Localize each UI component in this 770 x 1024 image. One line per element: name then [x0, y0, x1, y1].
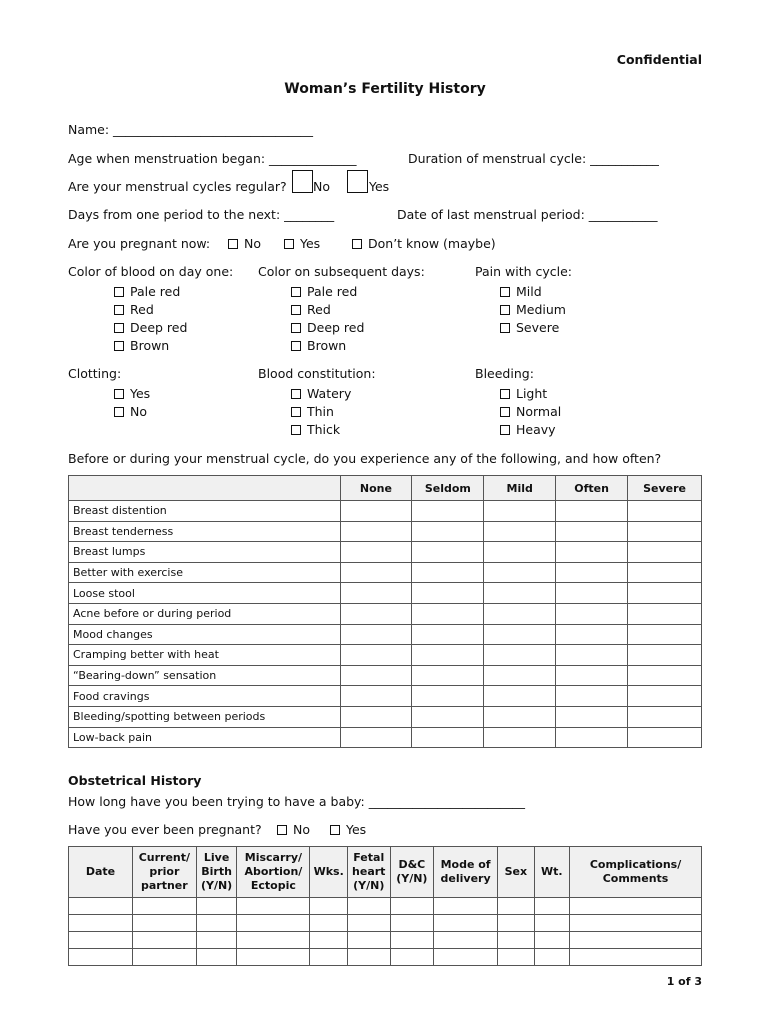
entry-cell[interactable]	[434, 915, 498, 932]
frequency-cell[interactable]	[556, 603, 628, 624]
ever-pregnant-yes-option[interactable]	[330, 822, 366, 837]
table-row	[69, 501, 702, 522]
symptom-label: Mood changes	[69, 624, 341, 645]
frequency-cell[interactable]	[412, 624, 484, 645]
frequency-cell[interactable]	[340, 521, 412, 542]
entry-cell[interactable]	[534, 898, 570, 915]
checkbox[interactable]	[291, 305, 301, 315]
regular-no-label: No	[313, 179, 330, 194]
option-label: Brown	[130, 338, 170, 353]
checkbox[interactable]	[330, 825, 340, 835]
checkbox[interactable]	[114, 389, 124, 399]
option-label: Red	[307, 302, 331, 317]
entry-cell[interactable]	[498, 932, 535, 949]
column-header: Miscarry/ Abortion/ Ectopic	[237, 847, 310, 898]
regular-yes-label: Yes	[369, 179, 390, 194]
table-row	[69, 583, 702, 604]
frequency-cell[interactable]	[556, 706, 628, 727]
frequency-cell[interactable]	[484, 686, 556, 707]
option-label: Don’t know (maybe)	[368, 236, 496, 251]
entry-cell[interactable]	[196, 949, 237, 966]
entry-cell[interactable]	[434, 932, 498, 949]
pregnant-yes-option[interactable]	[284, 236, 320, 251]
table-header-row	[69, 847, 702, 898]
frequency-cell[interactable]	[484, 727, 556, 748]
frequency-cell[interactable]	[412, 583, 484, 604]
frequency-cell[interactable]	[628, 603, 702, 624]
frequency-cell[interactable]	[556, 583, 628, 604]
frequency-cell[interactable]	[628, 706, 702, 727]
entry-cell[interactable]	[390, 932, 434, 949]
symptoms-question: Before or during your menstrual cycle, do you experience any of the following, and how often?	[68, 451, 662, 466]
frequency-cell[interactable]	[340, 686, 412, 707]
entry-cell[interactable]	[310, 932, 348, 949]
frequency-cell[interactable]	[628, 501, 702, 522]
pain-option[interactable]	[500, 320, 559, 335]
frequency-cell[interactable]	[484, 521, 556, 542]
frequency-cell[interactable]	[340, 542, 412, 563]
option-label: Heavy	[516, 422, 556, 437]
entry-cell[interactable]	[347, 949, 390, 966]
frequency-cell[interactable]	[484, 562, 556, 583]
checkbox[interactable]	[291, 287, 301, 297]
frequency-cell[interactable]	[412, 645, 484, 666]
frequency-cell[interactable]	[484, 665, 556, 686]
option-label: No	[244, 236, 261, 251]
duration-field[interactable]: Duration of menstrual cycle: ___________	[408, 151, 659, 166]
option-label: Brown	[307, 338, 347, 353]
entry-cell[interactable]	[390, 915, 434, 932]
clotting-label: Clotting:	[68, 366, 122, 381]
frequency-cell[interactable]	[340, 706, 412, 727]
option-label: Pale red	[130, 284, 181, 299]
frequency-cell[interactable]	[412, 727, 484, 748]
frequency-cell[interactable]	[340, 727, 412, 748]
page-title: Woman’s Fertility History	[284, 81, 486, 97]
symptom-label: Breast lumps	[69, 542, 341, 563]
column-header: D&C (Y/N)	[390, 847, 434, 898]
age-menstruation-field[interactable]: Age when menstruation began: ______________	[68, 151, 357, 166]
option-label: Thick	[307, 422, 341, 437]
frequency-cell[interactable]	[484, 706, 556, 727]
entry-cell[interactable]	[498, 898, 535, 915]
checkbox[interactable]	[500, 287, 510, 297]
entry-cell[interactable]	[570, 915, 702, 932]
checkbox[interactable]	[500, 389, 510, 399]
column-header: Date	[69, 847, 133, 898]
entry-cell[interactable]	[570, 932, 702, 949]
table-row	[69, 932, 702, 949]
frequency-cell[interactable]	[628, 665, 702, 686]
frequency-cell[interactable]	[628, 727, 702, 748]
entry-cell[interactable]	[237, 932, 310, 949]
regular-yes-checkbox[interactable]	[347, 170, 368, 193]
bleeding-option[interactable]	[500, 422, 556, 437]
frequency-cell[interactable]	[628, 686, 702, 707]
checkbox[interactable]	[291, 425, 301, 435]
pregnant-dontknow-option[interactable]	[352, 236, 496, 251]
column-header	[69, 476, 341, 501]
bleeding-option[interactable]	[500, 386, 547, 401]
table-row	[69, 542, 702, 563]
checkbox[interactable]	[114, 341, 124, 351]
entry-cell[interactable]	[498, 915, 535, 932]
frequency-cell[interactable]	[340, 583, 412, 604]
clotting-option[interactable]	[114, 404, 147, 419]
constitution-option[interactable]	[291, 386, 351, 401]
color-day-one-option[interactable]	[114, 284, 180, 299]
frequency-cell[interactable]	[556, 624, 628, 645]
column-header: Fetal heart (Y/N)	[347, 847, 390, 898]
entry-cell[interactable]	[534, 949, 570, 966]
frequency-cell[interactable]	[556, 501, 628, 522]
entry-cell[interactable]	[237, 949, 310, 966]
table-row	[69, 915, 702, 932]
frequency-cell[interactable]	[412, 542, 484, 563]
column-header: Complications/ Comments	[570, 847, 702, 898]
color-subsequent-option[interactable]	[291, 320, 364, 335]
column-header: Wt.	[534, 847, 570, 898]
entry-cell[interactable]	[132, 932, 196, 949]
bleeding-label: Bleeding:	[475, 366, 534, 381]
option-label: Mild	[516, 284, 542, 299]
frequency-cell[interactable]	[556, 686, 628, 707]
column-header: None	[340, 476, 412, 501]
table-row	[69, 562, 702, 583]
name-field[interactable]: Name: ________________________________	[68, 122, 314, 137]
ever-pregnant-no-option[interactable]	[277, 822, 310, 837]
entry-cell[interactable]	[347, 898, 390, 915]
frequency-cell[interactable]	[484, 624, 556, 645]
frequency-cell[interactable]	[412, 603, 484, 624]
option-label: Severe	[516, 320, 560, 335]
checkbox[interactable]	[114, 287, 124, 297]
entry-cell[interactable]	[69, 949, 133, 966]
table-header-row	[69, 476, 702, 501]
ever-pregnant-question: Have you ever been pregnant?	[68, 822, 262, 837]
entry-cell[interactable]	[69, 915, 133, 932]
entry-cell[interactable]	[570, 898, 702, 915]
checkbox[interactable]	[114, 305, 124, 315]
pain-option[interactable]	[500, 284, 542, 299]
obstetrical-table	[68, 846, 702, 966]
checkbox[interactable]	[114, 323, 124, 333]
frequency-cell[interactable]	[628, 521, 702, 542]
frequency-cell[interactable]	[556, 727, 628, 748]
checkbox[interactable]	[291, 407, 301, 417]
symptom-label: Cramping better with heat	[69, 645, 341, 666]
symptom-label: Low-back pain	[69, 727, 341, 748]
clotting-option[interactable]	[114, 386, 150, 401]
frequency-cell[interactable]	[340, 645, 412, 666]
frequency-cell[interactable]	[484, 583, 556, 604]
frequency-cell[interactable]	[556, 521, 628, 542]
frequency-cell[interactable]	[412, 686, 484, 707]
option-label: Yes	[300, 236, 321, 251]
table-row	[69, 706, 702, 727]
days-between-field[interactable]: Days from one period to the next: ________	[68, 207, 335, 222]
frequency-cell[interactable]	[628, 562, 702, 583]
checkbox[interactable]	[500, 407, 510, 417]
pain-label: Pain with cycle:	[475, 264, 573, 279]
frequency-cell[interactable]	[484, 501, 556, 522]
symptom-label: “Bearing-down” sensation	[69, 665, 341, 686]
column-header: Seldom	[412, 476, 484, 501]
option-label: Yes	[346, 822, 367, 837]
table-row	[69, 686, 702, 707]
column-header: Sex	[498, 847, 535, 898]
regular-no-checkbox[interactable]	[292, 170, 313, 193]
frequency-cell[interactable]	[628, 645, 702, 666]
option-label: No	[130, 404, 147, 419]
obstetrical-heading: Obstetrical History	[68, 773, 202, 788]
option-label: Deep red	[307, 320, 365, 335]
entry-cell[interactable]	[534, 932, 570, 949]
checkbox[interactable]	[291, 323, 301, 333]
entry-cell[interactable]	[534, 915, 570, 932]
frequency-cell[interactable]	[484, 603, 556, 624]
color-day-one-option[interactable]	[114, 338, 169, 353]
frequency-cell[interactable]	[340, 665, 412, 686]
frequency-cell[interactable]	[340, 501, 412, 522]
entry-cell[interactable]	[132, 898, 196, 915]
entry-cell[interactable]	[132, 915, 196, 932]
column-header: Live Birth (Y/N)	[196, 847, 237, 898]
table-row	[69, 949, 702, 966]
checkbox[interactable]	[277, 825, 287, 835]
constitution-option[interactable]	[291, 404, 334, 419]
color-subsequent-option[interactable]	[291, 338, 346, 353]
entry-cell[interactable]	[310, 898, 348, 915]
frequency-cell[interactable]	[556, 645, 628, 666]
entry-cell[interactable]	[237, 915, 310, 932]
frequency-cell[interactable]	[340, 603, 412, 624]
entry-cell[interactable]	[434, 949, 498, 966]
entry-cell[interactable]	[310, 915, 348, 932]
option-label: Deep red	[130, 320, 188, 335]
color-subsequent-label: Color on subsequent days:	[258, 264, 425, 279]
frequency-cell[interactable]	[340, 624, 412, 645]
confidential-label: Confidential	[616, 52, 702, 67]
checkbox[interactable]	[228, 239, 238, 249]
column-header: Severe	[628, 476, 702, 501]
symptom-label: Loose stool	[69, 583, 341, 604]
table-row	[69, 603, 702, 624]
entry-cell[interactable]	[390, 898, 434, 915]
color-day-one-option[interactable]	[114, 320, 187, 335]
frequency-cell[interactable]	[412, 501, 484, 522]
frequency-cell[interactable]	[340, 562, 412, 583]
frequency-cell[interactable]	[628, 624, 702, 645]
pain-option[interactable]	[500, 302, 566, 317]
entry-cell[interactable]	[498, 949, 535, 966]
frequency-cell[interactable]	[484, 542, 556, 563]
frequency-cell[interactable]	[556, 562, 628, 583]
option-label: Red	[130, 302, 154, 317]
entry-cell[interactable]	[347, 915, 390, 932]
frequency-cell[interactable]	[556, 542, 628, 563]
frequency-cell[interactable]	[556, 665, 628, 686]
checkbox[interactable]	[114, 407, 124, 417]
color-subsequent-option[interactable]	[291, 302, 331, 317]
symptom-label: Better with exercise	[69, 562, 341, 583]
checkbox[interactable]	[352, 239, 362, 249]
constitution-label: Blood constitution:	[258, 366, 376, 381]
entry-cell[interactable]	[310, 949, 348, 966]
pregnant-no-option[interactable]	[228, 236, 261, 251]
frequency-cell[interactable]	[628, 542, 702, 563]
checkbox[interactable]	[284, 239, 294, 249]
column-header: Wks.	[310, 847, 348, 898]
option-label: Watery	[307, 386, 352, 401]
option-label: Thin	[307, 404, 334, 419]
entry-cell[interactable]	[196, 915, 237, 932]
option-label: Medium	[516, 302, 566, 317]
checkbox[interactable]	[291, 341, 301, 351]
column-header: Often	[556, 476, 628, 501]
table-row	[69, 521, 702, 542]
symptom-label: Food cravings	[69, 686, 341, 707]
color-day-one-label: Color of blood on day one:	[68, 264, 234, 279]
constitution-option[interactable]	[291, 422, 340, 437]
table-row	[69, 645, 702, 666]
entry-cell[interactable]	[237, 898, 310, 915]
entry-cell[interactable]	[132, 949, 196, 966]
column-header: Current/ prior partner	[132, 847, 196, 898]
trying-field[interactable]: How long have you been trying to have a baby: _________________________	[68, 794, 525, 809]
symptom-label: Bleeding/spotting between periods	[69, 706, 341, 727]
frequency-cell[interactable]	[484, 645, 556, 666]
option-label: Pale red	[307, 284, 358, 299]
pregnant-question: Are you pregnant now:	[68, 236, 211, 251]
table-row	[69, 898, 702, 915]
option-label: Normal	[516, 404, 562, 419]
entry-cell[interactable]	[69, 898, 133, 915]
checkbox[interactable]	[500, 425, 510, 435]
option-label: Light	[516, 386, 548, 401]
color-subsequent-option[interactable]	[291, 284, 357, 299]
option-label: No	[293, 822, 310, 837]
column-header: Mild	[484, 476, 556, 501]
table-row	[69, 665, 702, 686]
symptom-label: Breast distention	[69, 501, 341, 522]
frequency-cell[interactable]	[412, 521, 484, 542]
entry-cell[interactable]	[390, 949, 434, 966]
table-row	[69, 727, 702, 748]
checkbox[interactable]	[291, 389, 301, 399]
color-day-one-option[interactable]	[114, 302, 154, 317]
entry-cell[interactable]	[347, 932, 390, 949]
frequency-cell[interactable]	[412, 665, 484, 686]
entry-cell[interactable]	[570, 949, 702, 966]
symptom-label: Breast tenderness	[69, 521, 341, 542]
table-row	[69, 624, 702, 645]
checkbox[interactable]	[500, 305, 510, 315]
page-number: 1 of 3	[666, 975, 702, 988]
entry-cell[interactable]	[69, 932, 133, 949]
regular-question: Are your menstrual cycles regular?	[68, 179, 287, 194]
last-period-field[interactable]: Date of last menstrual period: ___________	[397, 207, 658, 222]
symptoms-table	[68, 475, 702, 748]
frequency-cell[interactable]	[628, 583, 702, 604]
frequency-cell[interactable]	[412, 706, 484, 727]
checkbox[interactable]	[500, 323, 510, 333]
symptom-label: Acne before or during period	[69, 603, 341, 624]
entry-cell[interactable]	[196, 932, 237, 949]
column-header: Mode of delivery	[434, 847, 498, 898]
bleeding-option[interactable]	[500, 404, 561, 419]
option-label: Yes	[130, 386, 151, 401]
entry-cell[interactable]	[196, 898, 237, 915]
entry-cell[interactable]	[434, 898, 498, 915]
frequency-cell[interactable]	[412, 562, 484, 583]
